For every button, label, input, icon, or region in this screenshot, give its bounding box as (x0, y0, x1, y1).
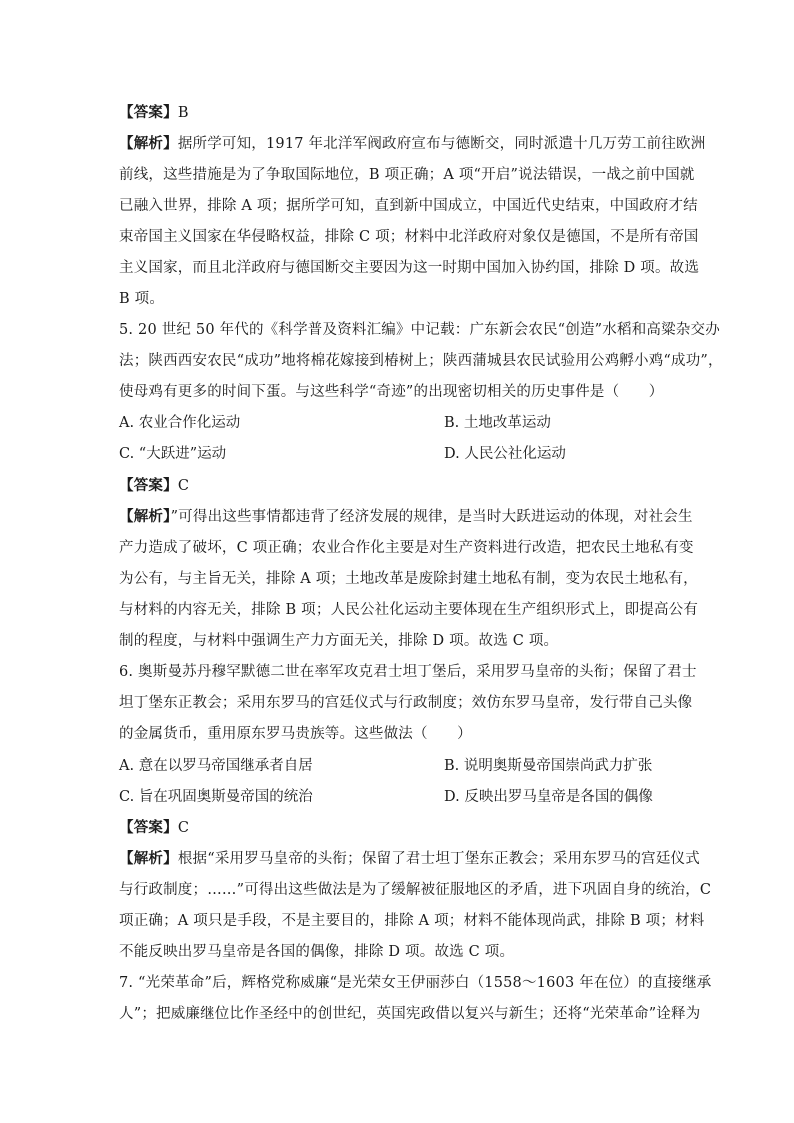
q6-answer-line (119, 818, 189, 838)
answer-tag: 【答案】 (119, 104, 178, 121)
q6-stem-line-2: 坦丁堡东正教会；采用东罗马的宫廷仪式与行政制度；效仿东罗马皇帝，发行带自己头像 (119, 695, 693, 711)
answer-value: C (177, 478, 190, 494)
q5-stem-line-3: 使母鸡有更多的时间下蛋。与这些科学“奇迹”的出现密切相关的历史事件是（ ） (119, 384, 664, 400)
q4-analysis-line-2: 前线，这些措施是为了争取国际地位，B 项正确；A 项“开启”说法错误，一战之前中国就 (119, 167, 695, 183)
analysis-text: ”可得出这些事情都违背了经济发展的规律，是当时大跃进运动的体现，对社会生 (170, 509, 693, 525)
analysis-tag: 【解析】 (119, 508, 171, 525)
q7-stem-line-1: 7. “光荣革命”后，辉格党称威廉“是光荣女王伊丽莎白（1558～1603 年在位）的直接继承 (119, 975, 712, 991)
q6-analysis-line-4: 不能反映出罗马皇帝是各国的偶像，排除 D 项。故选 C 项。 (119, 944, 515, 960)
analysis-tag: 【解析】 (119, 135, 178, 152)
q5-analysis-line-5: 制的程度，与材料中强调生产力方面无关，排除 D 项。故选 C 项。 (119, 633, 559, 649)
q6-option-d: D. 反映出罗马皇帝是各国的偶像 (444, 789, 653, 805)
q5-option-a: A. 农业合作化运动 (119, 415, 241, 431)
q7-stem-line-2: 人”；把威廉继位比作圣经中的创世纪，英国宪政借以复兴与新生；还将“光荣革命”诠释为 (119, 1006, 701, 1022)
q5-stem-line-2: 法；陕西西安农民“成功”地将棉花嫁接到椿树上；陕西蒲城县农民试验用公鸡孵小鸡“成功”， (119, 353, 723, 369)
q4-analysis-line-1 (119, 134, 705, 154)
q5-analysis-line-2: 产力造成了破坏，C 项正确；农业合作化主要是对生产资料进行改造，把农民土地私有变 (119, 540, 694, 556)
q4-analysis-line-4: 束帝国主义国家在华侵略权益，排除 C 项；材料中北洋政府对象仅是德国，不是所有帝国 (119, 229, 699, 245)
q6-option-b: B. 说明奥斯曼帝国崇尚武力扩张 (444, 758, 653, 774)
q6-analysis-line-3: 项正确；A 项只是手段，不是主要目的，排除 A 项；材料不能体现尚武，排除 B 项；材料 (119, 913, 705, 929)
q4-analysis-line-3: 已融入世界，排除 A 项；据所学可知，直到新中国成立，中国近代史结束，中国政府才结 (119, 198, 698, 214)
q6-stem-line-3: 的金属货币，重用原东罗马贵族等。这些做法（ ） (119, 726, 472, 742)
answer-tag: 【答案】 (119, 477, 178, 494)
q6-analysis-line-2: 与行政制度；……”可得出这些做法是为了缓解被征服地区的矛盾，进下巩固自身的统治，C (119, 882, 712, 898)
q5-answer-line (119, 476, 189, 496)
q5-stem-line-1: 5. 20 世纪 50 年代的《科学普及资料汇编》中记载：广东新会农民“创造”水稻和高粱杂交办 (119, 322, 720, 338)
q4-answer-line (119, 103, 189, 123)
analysis-text: 据所学可知，1917 年北洋军阀政府宣布与德断交，同时派遣十几万劳工前往欧洲 (177, 136, 706, 152)
q4-analysis-line-5: 主义国家，而且北洋政府与德国断交主要因为这一时期中国加入协约国，排除 D 项。故选 (119, 260, 700, 276)
q5-option-d: D. 人民公社化运动 (444, 446, 566, 462)
q5-analysis-line-3: 为公有，与主旨无关，排除 A 项；土地改革是废除封建土地私有制，变为农民土地私有， (119, 571, 698, 587)
q5-option-b: B. 土地改革运动 (444, 415, 551, 431)
answer-value: C (177, 820, 190, 836)
q5-option-c: C. “大跃进”运动 (119, 446, 227, 462)
q6-option-a: A. 意在以罗马帝国继承者自居 (119, 758, 313, 774)
answer-value: B (177, 105, 189, 121)
q5-analysis-line-4: 与材料的内容无关，排除 B 项；人民公社化运动主要体现在生产组织形式上，即提高公有 (119, 602, 699, 618)
q6-analysis-line-1 (119, 849, 700, 869)
answer-tag: 【答案】 (119, 819, 178, 836)
q6-option-c: C. 旨在巩固奥斯曼帝国的统治 (119, 789, 313, 805)
q4-analysis-line-6: B 项。 (119, 291, 165, 307)
analysis-text: 根据“采用罗马皇帝的头衔；保留了君士坦丁堡东正教会；采用东罗马的宫廷仪式 (177, 851, 700, 867)
analysis-tag: 【解析】 (119, 850, 178, 867)
q5-analysis-line-1 (119, 507, 693, 527)
q6-stem-line-1: 6. 奥斯曼苏丹穆罕默德二世在率军攻克君士坦丁堡后，采用罗马皇帝的头衔；保留了君士 (119, 664, 697, 680)
